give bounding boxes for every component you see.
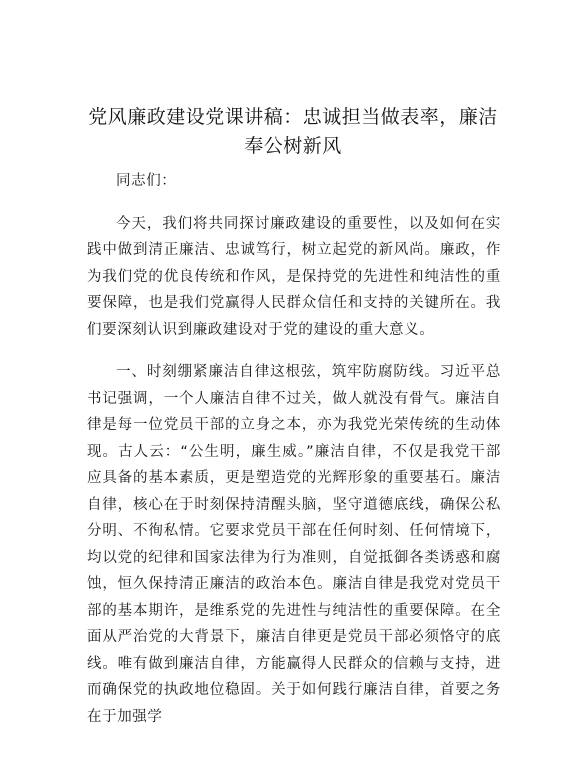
paragraph-section-one: 一、时刻绷紧廉洁自律这根弦，筑牢防腐防线。习近平总书记强调，一个人廉洁自律不过关，做人就没有骨气。廉洁自律是每一位党员干部的立身之本，亦为我党光荣传统的生动体现。古人云：“公生明，廉生威。”廉洁自律，不仅是我党干部应具备的基本素质，更是塑造党的光辉形象的重要基石。廉洁自律，核心在于时刻保持清醒头脑，坚守道德底线，确保公私分明、不徇私情。它要求党员干部在任何时刻、任何情境下，均以党的纪律和国家法律为行为准则，自觉抵御各类诱惑和腐蚀，恒久保持清正廉洁的政治本色。廉洁自律是我党对党员干部的基本期许，是维系党的先进性与纯洁性的重要保障。在全面从严治党的大背景下，廉洁自律更是党员干部必须恪守的底线。唯有做到廉洁自律，方能赢得人民群众的信赖与支持，进而确保党的执政地位稳固。关于如何践行廉洁自律，首要之务在于加强学 <box>87 364 501 725</box>
document-title: 党风廉政建设党课讲稿：忠诚担当做表率，廉洁奉公树新风 <box>88 106 498 157</box>
document-body <box>87 168 501 746</box>
paragraph-intro: 今天，我们将共同探讨廉政建设的重要性，以及如何在实践中做到清正廉洁、忠诚笃行，树立起党的新风尚。廉政，作为我们党的优良传统和作风，是保持党的先进性和纯洁性的重要保障，也是我们党赢得人民群众信任和支持的关键所在。我们要深刻认识到廉政建设对于党的建设的重大意义。 <box>87 215 501 338</box>
salutation: 同志们： <box>116 173 177 189</box>
